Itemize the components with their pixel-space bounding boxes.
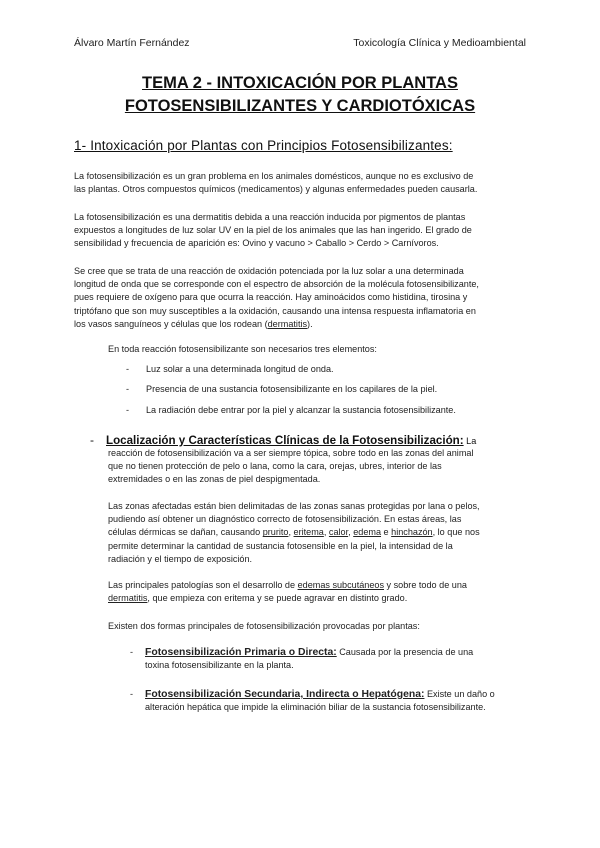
form-name: Fotosensibilización Secundaria, Indirecta o Hepatógena:	[145, 689, 425, 700]
text-line: expuestos a longitudes de luz solar UV en la piel de los animales que las han ingerido. El grado de	[74, 225, 472, 236]
text-line: pues requiere de oxígeno para que ocurra la reacción. Hay aminoácidos como histidina, tirosina y	[74, 292, 468, 303]
text-line: las plantas. Otros compuestos químicos (medicamentos) y algunas enfermedades pueden causarla.	[74, 184, 478, 195]
text-line: Se cree que se trata de una reacción de oxidación potenciada por la luz solar a una determinada	[74, 266, 464, 276]
subsection-dash: -	[90, 433, 94, 447]
link-dermatitis[interactable]: dermatitis	[267, 318, 308, 329]
text-run: ,	[323, 527, 329, 538]
paragraph-forms-intro	[108, 620, 420, 633]
text-line	[108, 526, 480, 539]
form-name: Fotosensibilización Primaria o Directa:	[145, 647, 337, 658]
text-run: los vasos sanguíneos y células que los rodean (	[74, 318, 268, 329]
elements-intro	[108, 343, 377, 356]
subsection-heading: Localización y Características Clínicas de la Fotosensibilización:	[106, 434, 464, 447]
document-title	[60, 72, 540, 118]
text-run: células dérmicas se dañan, causando	[108, 527, 263, 538]
header-course: Toxicología Clínica y Medioambiental	[353, 37, 526, 49]
paragraph-mechanism	[74, 265, 479, 331]
text-line	[145, 688, 495, 701]
link-dermatitis[interactable]: dermatitis	[108, 593, 148, 604]
bullet-dash: -	[130, 647, 134, 657]
text-line: extremidades o en las zonas de piel despigmentada.	[108, 474, 321, 485]
header-author: Álvaro Martín Fernández	[74, 37, 190, 49]
text-line: toxina fotosensibilizante en la planta.	[145, 660, 294, 671]
text-line: longitud de onda que se corresponde con el espectro de absorción de la molécula fotosensibilizante,	[74, 279, 479, 290]
form-text: Causada por la presencia de una	[336, 647, 474, 657]
link-calor[interactable]: calor	[328, 527, 349, 538]
text-run: ,	[288, 527, 294, 538]
text-line: triptófano que son muy susceptibles a la oxidación, causando una intensa respuesta inflamatoria en	[74, 305, 476, 316]
paragraph-location	[108, 447, 473, 487]
subsection-lead: La	[463, 436, 477, 446]
text-line	[108, 579, 467, 592]
paragraph-affected-areas	[108, 500, 480, 566]
form-text: Existe un daño o	[424, 689, 495, 699]
text-run: ).	[307, 318, 313, 329]
link-edemas-subcutaneos[interactable]: edemas subcutáneos	[297, 580, 385, 590]
link-eritema[interactable]: eritema	[293, 527, 324, 538]
text-run: y sobre todo de una	[384, 580, 467, 590]
text-line: permite determinar la cantidad de sustancia fotosensible en la piel, la intensidad de la	[108, 540, 453, 551]
bullet-dash: -	[126, 384, 130, 394]
text-line: La fotosensibilización es una dermatitis debida a una reacción inducida por pigmentos de plantas	[74, 212, 466, 222]
section-heading: 1- Intoxicación por Plantas con Principios Fotosensibilizantes:	[74, 138, 453, 153]
paragraph-definition	[74, 211, 472, 251]
form-item-body	[145, 688, 495, 714]
text-line: pudiendo así obtener un diagnóstico correcto de fotosensibilización. En estas áreas, las	[108, 514, 462, 525]
text-line: Las zonas afectadas están bien delimitadas de las zonas sanas protegidas por lana o pelos,	[108, 501, 480, 511]
text-run: e	[381, 527, 392, 538]
text-line: La fotosensibilización es un gran problema en los animales domésticos, aunque no es exclusivo de	[74, 171, 474, 181]
title-line-2: FOTOSENSIBILIZANTES Y CARDIOTÓXICAS	[124, 97, 476, 115]
text-line: sensibilidad y frecuencia de aparición es: Ovino y vacuno > Caballo > Cerdo > Carnívoros.	[74, 238, 439, 249]
text-run: ,	[348, 527, 354, 538]
bullet-dash: -	[126, 405, 130, 415]
list-item-text: Luz solar a una determinada longitud de onda.	[146, 364, 334, 374]
form-item-body	[145, 646, 473, 672]
text-line: En toda reacción fotosensibilizante son necesarios tres elementos:	[108, 344, 377, 354]
text-line	[145, 646, 473, 659]
text-line: radiación y el tiempo de exposición.	[108, 553, 253, 564]
text-line	[74, 318, 479, 331]
text-line: alteración hepática que impide la eliminación biliar de la sustancia fotosensibilizante.	[145, 702, 486, 713]
list-item-text: Presencia de una sustancia fotosensibilizante en los capilares de la piel.	[146, 384, 438, 394]
list-item-text: La radiación debe entrar por la piel y alcanzar la sustancia fotosensibilizante.	[146, 405, 456, 415]
text-line: Existen dos formas principales de fotosensibilización provocadas por plantas:	[108, 621, 420, 631]
paragraph-intro	[74, 170, 477, 196]
bullet-dash: -	[126, 364, 130, 374]
bullet-dash: -	[130, 689, 134, 699]
text-run: , que empieza con eritema y se puede agravar en distinto grado.	[147, 593, 408, 604]
text-run: Las principales patologías son el desarrollo de	[108, 580, 298, 590]
title-line-1: TEMA 2 - INTOXICACIÓN POR PLANTAS	[142, 74, 458, 92]
text-line: que no tienen protección de pelo o lana, como la cara, orejas, ubres, interior de las	[108, 461, 442, 472]
paragraph-pathologies	[108, 579, 467, 605]
text-line: reacción de fotosensibilización va a ser siempre tópica, sobre todo en las zonas del animal	[108, 448, 474, 458]
text-line	[108, 592, 467, 605]
link-prurito[interactable]: prurito	[262, 527, 289, 538]
page-header	[74, 37, 526, 49]
link-hinchazon[interactable]: hinchazón	[391, 527, 433, 538]
text-run: , lo que nos	[432, 527, 480, 538]
link-edema[interactable]: edema	[353, 527, 382, 538]
